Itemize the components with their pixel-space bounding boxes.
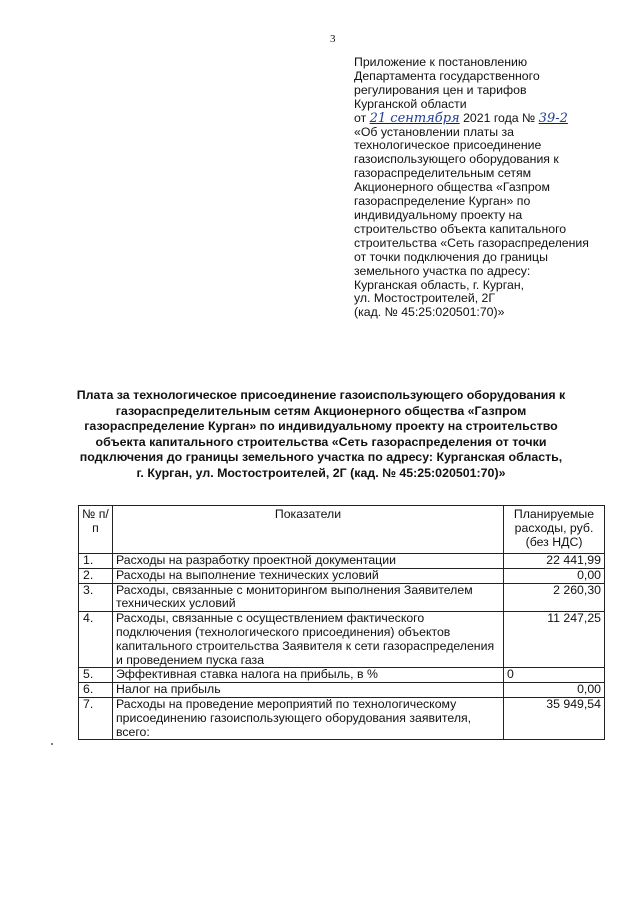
row-num: 5. <box>79 668 113 683</box>
appendix-line: Курганской области <box>354 96 467 111</box>
row-num: 7. <box>79 697 113 739</box>
subject-line: Курганская область, г. Курган, <box>354 277 525 292</box>
page-number: 3 <box>330 33 336 45</box>
header-num: № п/п <box>79 506 113 554</box>
row-indicator: Эффективная ставка налога на прибыль, в % <box>112 668 503 683</box>
subject-line: технологическое присоединение <box>354 138 542 153</box>
row-value: 22 441,99 <box>504 554 605 569</box>
table-row <box>79 683 605 698</box>
subject-line: Акционерного общества «Газпром <box>354 180 550 195</box>
row-indicator: Расходы на разработку проектной документации <box>112 554 503 569</box>
row-indicator: Налог на прибыль <box>112 683 503 698</box>
subject-line: ул. Мостостроителей, 2Г <box>354 291 496 306</box>
row-value: 11 247,25 <box>504 612 605 668</box>
year-text: 2021 года № <box>463 110 536 125</box>
table-row <box>79 612 605 668</box>
date-prefix: от <box>354 110 367 125</box>
subject-line: «Об установлении платы за <box>354 124 514 139</box>
header-expenses: Планируемые расходы, руб. (без НДС) <box>504 506 605 554</box>
table-row <box>79 668 605 683</box>
appendix-line: регулирования цен и тарифов <box>354 82 527 97</box>
appendix-line: Департамента государственного <box>354 68 540 83</box>
row-value: 35 949,54 <box>504 697 605 739</box>
table-row <box>79 583 605 612</box>
subject-line: газоиспользующего оборудования к <box>354 152 559 167</box>
handwritten-number: 39-2 <box>538 110 568 126</box>
expenses-table <box>78 505 605 740</box>
row-value: 2 260,30 <box>504 583 605 612</box>
subject-line: газораспределение Курган» по <box>354 194 531 209</box>
scan-speck <box>51 743 53 745</box>
subject-line: индивидуальному проекту на <box>354 207 523 222</box>
row-num: 6. <box>79 683 113 698</box>
row-num: 4. <box>79 612 113 668</box>
row-num: 1. <box>79 554 113 569</box>
appendix-header <box>354 56 616 320</box>
subject-line: строительство объекта капитального <box>354 221 567 236</box>
subject-line: газораспределительным сетям <box>354 166 532 181</box>
document-title: Плата за технологическое присоединение газоиспользующего оборудования к газораспределительным сетям Акционерного общества «Газпром газораспределение Курган» по индивидуальному проекту на строительство объекта капитального строительства «Сеть газораспределения от точки подключения до границы земельного участка по адресу: Курганская область, г. Курган, ул. Мостостроителей, 2Г (кад. № 45:25:020501:70)» <box>76 388 566 480</box>
row-indicator: Расходы на проведение мероприятий по технологическому присоединению газоиспользующего оборудования заявителя, всего: <box>112 697 503 739</box>
resolution-date-line <box>354 112 616 126</box>
table-header-row <box>79 506 605 554</box>
table-row <box>79 554 605 569</box>
handwritten-date: 21 сентября <box>369 110 460 126</box>
row-num: 3. <box>79 583 113 612</box>
header-indicator: Показатели <box>112 506 503 554</box>
row-indicator: Расходы, связанные с мониторингом выполнения Заявителем технических условий <box>112 583 503 612</box>
subject-line: земельного участка по адресу: <box>354 263 531 278</box>
table-row <box>79 568 605 583</box>
row-num: 2. <box>79 568 113 583</box>
row-value: 0,00 <box>504 568 605 583</box>
subject-line: (кад. № 45:25:020501:70)» <box>354 305 505 320</box>
subject-line: от точки подключения до границы <box>354 249 548 264</box>
table-row <box>79 697 605 739</box>
row-indicator: Расходы на выполнение технических условий <box>112 568 503 583</box>
row-value: 0 <box>504 668 605 683</box>
appendix-line: Приложение к постановлению <box>354 55 528 69</box>
row-value: 0,00 <box>504 683 605 698</box>
subject-line: строительства «Сеть газораспределения <box>354 235 589 250</box>
row-indicator: Расходы, связанные с осуществлением фактического подключения (технологического присоединения) объектов капитального строительства Заявителя к сети газораспределения и проведением пуска газа <box>112 612 503 668</box>
